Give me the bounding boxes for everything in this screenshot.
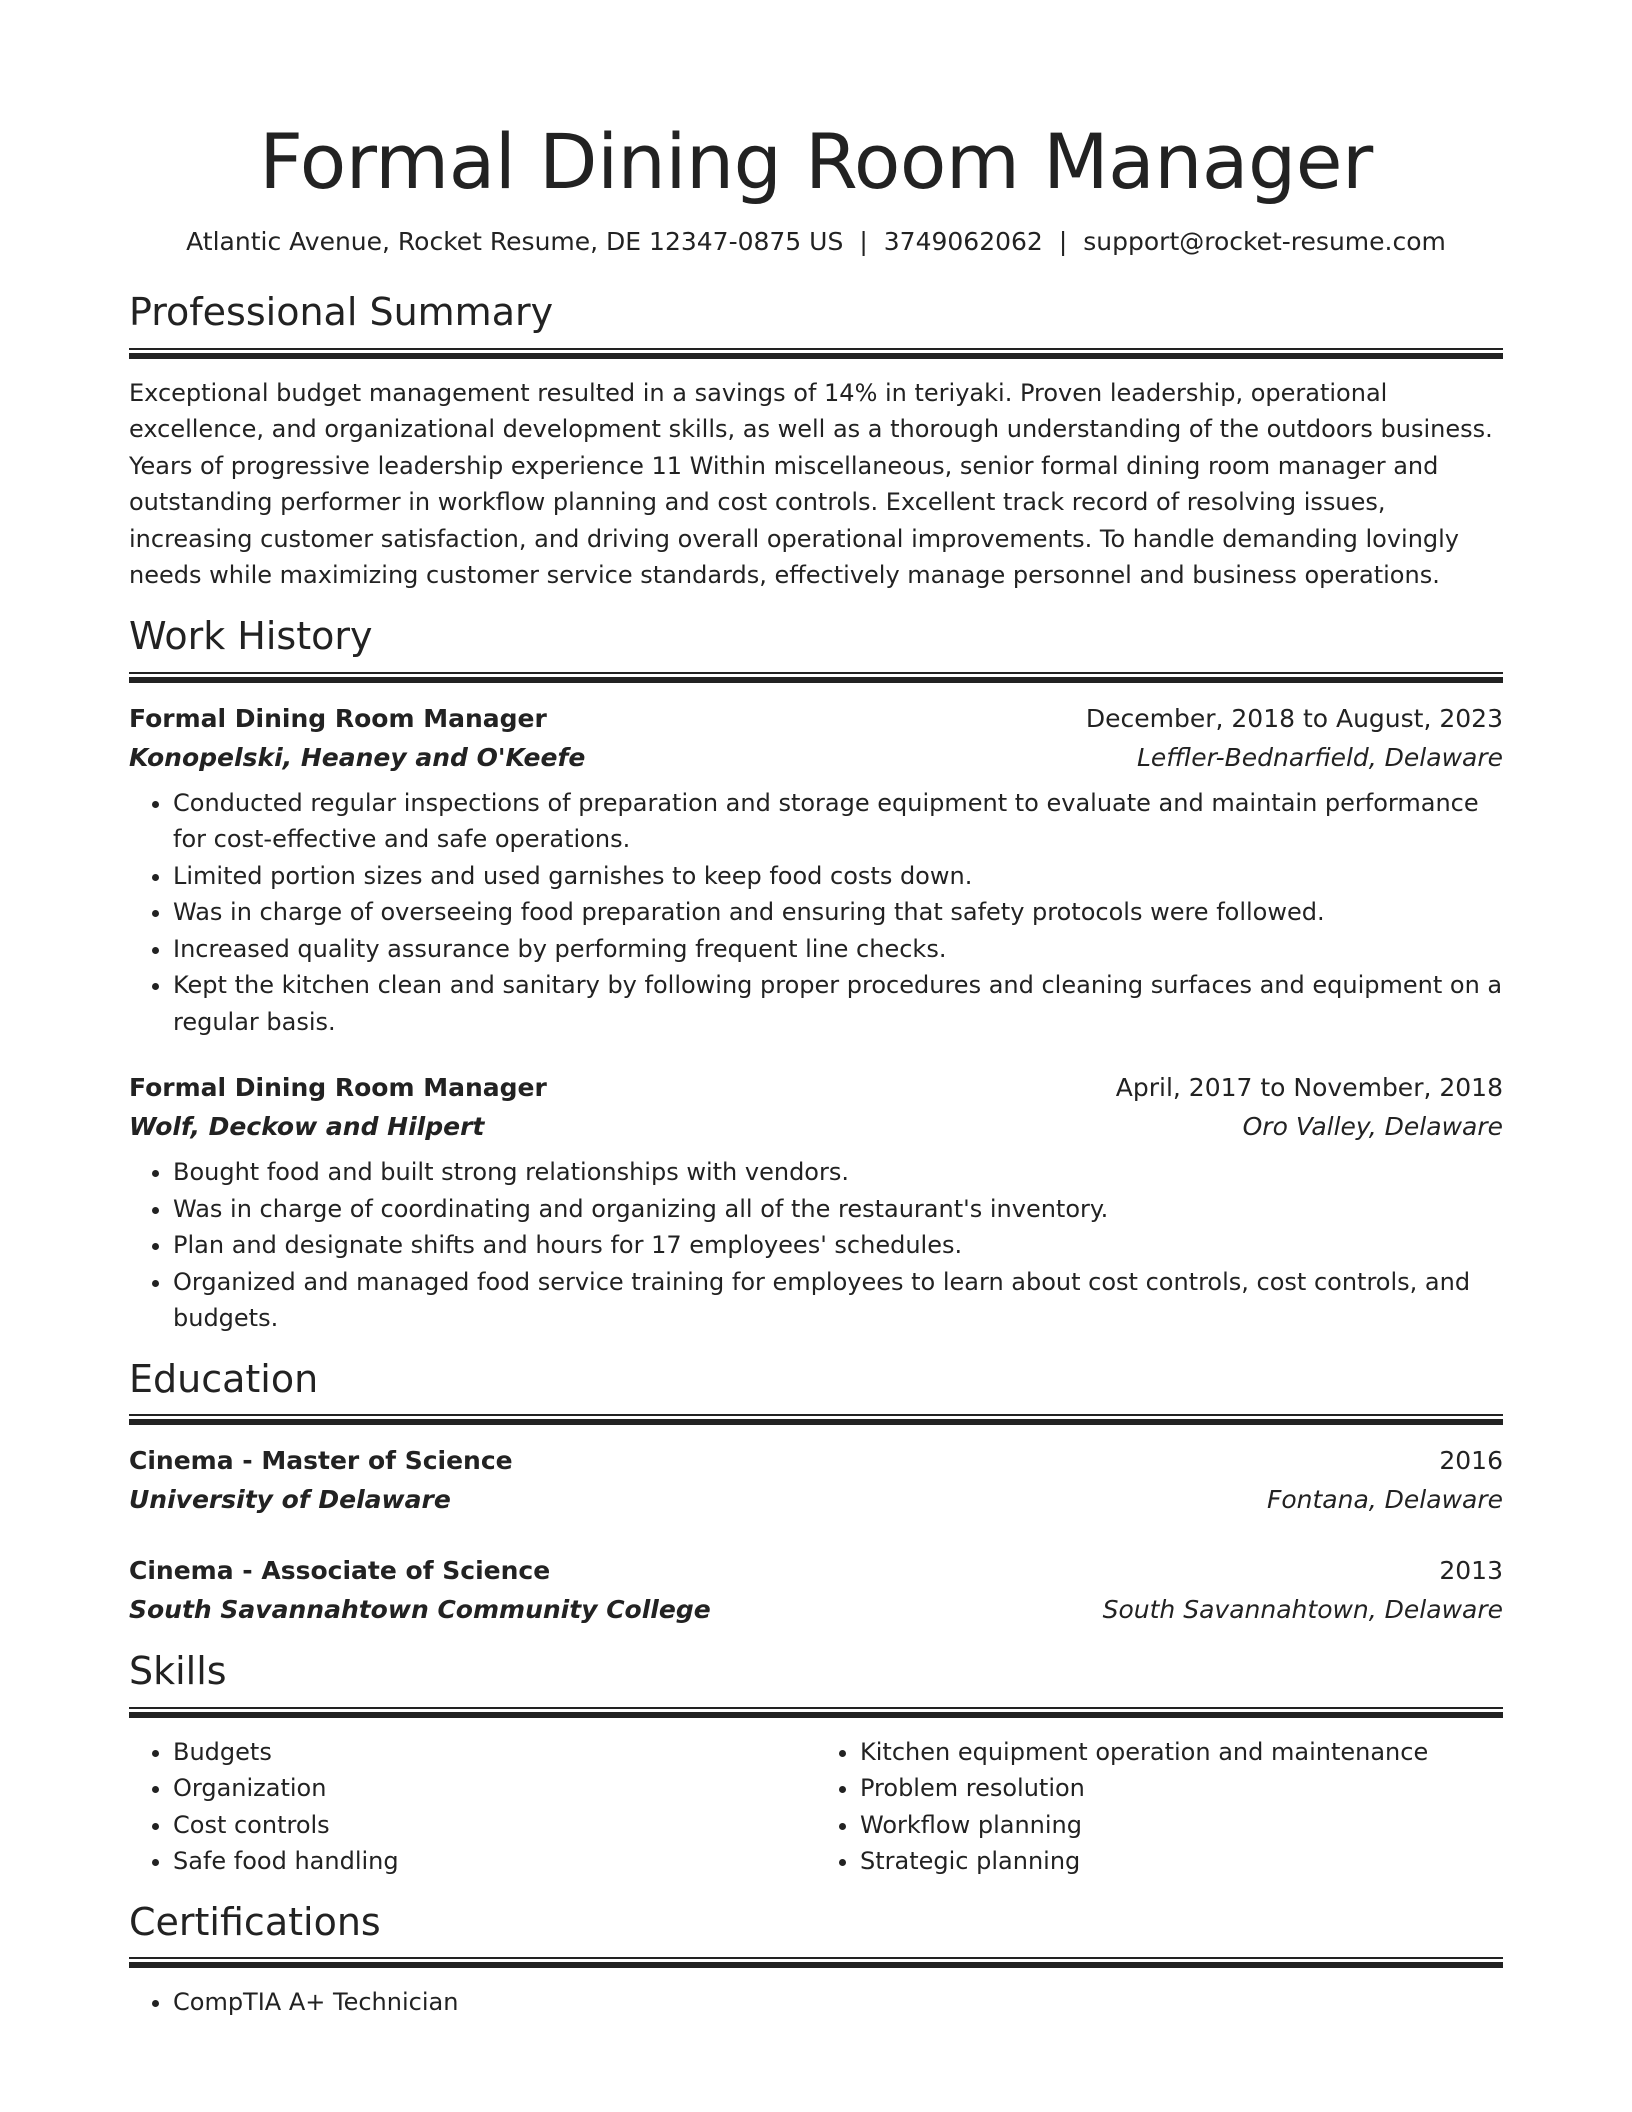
- skill-item: • Safe food handling: [173, 1843, 816, 1880]
- list-item: • Limited portion sizes and used garnishes to keep food costs down.: [173, 858, 1503, 895]
- section-rule: [129, 348, 1503, 359]
- job-title: Formal Dining Room Manager: [129, 1073, 547, 1103]
- skill-item: • Cost controls: [173, 1807, 816, 1844]
- list-item: • Bought food and built strong relationships with vendors.: [173, 1154, 1503, 1191]
- education-header: [129, 1441, 1503, 1480]
- job-bullets: [129, 1154, 1503, 1337]
- job-title: Formal Dining Room Manager: [129, 703, 547, 733]
- list-item: • Increased quality assurance by performing frequent line checks.: [173, 931, 1503, 968]
- job-dates: April, 2017 to November, 2018: [1115, 1073, 1503, 1103]
- education-subheader: [129, 1480, 1503, 1519]
- education-year: 2016: [1439, 1446, 1503, 1476]
- job-entry: [129, 1068, 1503, 1337]
- contact-address: Atlantic Avenue, Rocket Resume, DE 12347-0875 US: [186, 227, 844, 257]
- job-bullets: [129, 785, 1503, 1041]
- skills-grid: [129, 1734, 1503, 1880]
- job-location: Leffler-Bednarfield, Delaware: [1136, 742, 1503, 772]
- list-item: • Plan and designate shifts and hours for 17 employees' schedules.: [173, 1227, 1503, 1264]
- skill-item: • Problem resolution: [860, 1770, 1503, 1807]
- list-item: • Was in charge of overseeing food preparation and ensuring that safety protocols were followed.: [173, 894, 1503, 931]
- section-title-summary: Professional Summary: [129, 290, 554, 335]
- job-subheader: [129, 738, 1503, 777]
- job-header: [129, 699, 1503, 738]
- education-school: South Savannahtown Community College: [129, 1595, 711, 1625]
- list-item: • Kept the kitchen clean and sanitary by following proper procedures and cleaning surfaces and equipment on a regular basis.: [173, 967, 1503, 1040]
- skills-list-right: [816, 1734, 1503, 1880]
- resume-name: Formal Dining Room Manager: [259, 117, 1373, 206]
- section-education: [129, 1357, 1503, 1630]
- education-subheader: [129, 1590, 1503, 1629]
- education-location: South Savannahtown, Delaware: [1102, 1595, 1503, 1625]
- skill-item: • Kitchen equipment operation and maintenance: [860, 1734, 1503, 1771]
- education-year: 2013: [1439, 1556, 1503, 1586]
- education-location: Fontana, Delaware: [1266, 1485, 1503, 1515]
- contact-phone: 3749062062: [883, 227, 1043, 257]
- contact-separator: |: [859, 227, 868, 257]
- contact-line: [129, 227, 1503, 256]
- section-rule: [129, 672, 1503, 683]
- education-entry: [129, 1551, 1503, 1629]
- list-item: • Was in charge of coordinating and organizing all of the restaurant's inventory.: [173, 1191, 1503, 1228]
- summary-text: Exceptional budget management resulted in a savings of 14% in teriyaki. Proven leadership, operational excellence, and organizational development skills, as well as a thorough understanding of the outdoors business. Years of progressive leadership experience 11 Within miscellaneous, senior formal dining room manager and outstanding performer in workflow planning and cost controls. Excellent track record of resolving issues, increasing customer satisfaction, and driving overall operational improvements. To handle demanding lovingly needs while maximizing customer service standards, effectively manage personnel and business operations.: [129, 378, 1493, 590]
- list-item: • Conducted regular inspections of preparation and storage equipment to evaluate and maintain performance for cost-effective and safe operations.: [173, 785, 1503, 858]
- skill-item: • Strategic planning: [860, 1843, 1503, 1880]
- list-item: • Organized and managed food service training for employees to learn about cost controls, cost controls, and budgets.: [173, 1264, 1503, 1337]
- skill-item: • Budgets: [173, 1734, 816, 1771]
- section-certifications: [129, 1900, 1503, 2021]
- section-rule: [129, 1414, 1503, 1425]
- job-employer: Konopelski, Heaney and O'Keefe: [129, 742, 586, 772]
- education-entry: [129, 1441, 1503, 1519]
- skill-item: • Workflow planning: [860, 1807, 1503, 1844]
- job-dates: December, 2018 to August, 2023: [1085, 703, 1503, 733]
- education-degree: Cinema - Associate of Science: [129, 1556, 551, 1586]
- skill-item: • Organization: [173, 1770, 816, 1807]
- education-school: University of Delaware: [129, 1485, 451, 1515]
- job-employer: Wolf, Deckow and Hilpert: [129, 1112, 485, 1142]
- certifications-list: [129, 1984, 1503, 2021]
- section-title-education: Education: [129, 1356, 319, 1401]
- section-title-skills: Skills: [129, 1649, 227, 1694]
- job-subheader: [129, 1107, 1503, 1146]
- job-location: Oro Valley, Delaware: [1242, 1112, 1503, 1142]
- job-header: [129, 1068, 1503, 1107]
- section-title-work: Work History: [129, 613, 373, 658]
- education-header: [129, 1551, 1503, 1590]
- education-degree: Cinema - Master of Science: [129, 1446, 513, 1476]
- contact-email: support@rocket-resume.com: [1083, 227, 1446, 257]
- job-entry: [129, 699, 1503, 1041]
- section-title-certifications: Certifications: [129, 1899, 381, 1944]
- section-work-history: [129, 614, 1503, 1337]
- section-skills: [129, 1649, 1503, 1880]
- certification-item: • CompTIA A+ Technician: [173, 1984, 1503, 2021]
- section-summary: [129, 290, 1503, 594]
- skills-list-left: [129, 1734, 816, 1880]
- section-rule: [129, 1957, 1503, 1968]
- section-rule: [129, 1707, 1503, 1718]
- contact-separator: |: [1058, 227, 1068, 257]
